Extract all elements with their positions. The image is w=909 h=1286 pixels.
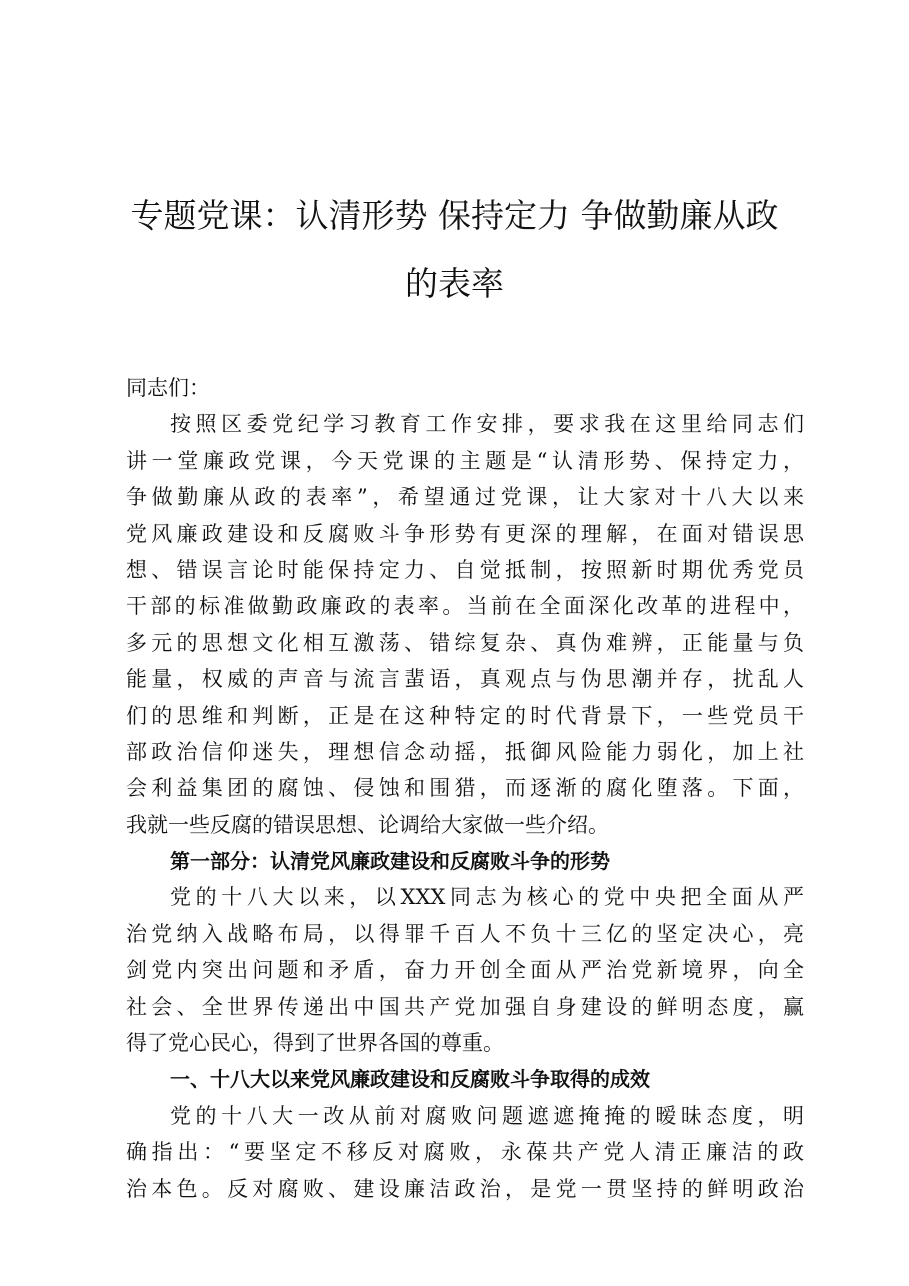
paragraph-line: 们的思维和判断，正是在这种特定的时代背景下，一些党员干 bbox=[126, 703, 804, 728]
document-title-line-2: 的表率 bbox=[405, 264, 504, 303]
paragraph-line: 确指出：“要坚定不移反对腐败，永葆共产党人清正廉洁的政 bbox=[126, 1140, 804, 1165]
paragraph-line: 党的十八大一改从前对腐败问题遮遮掩掩的暧昧态度，明 bbox=[170, 1103, 804, 1128]
paragraph-line: 讲一堂廉政党课，今天党课的主题是“认清形势、保持定力， bbox=[126, 448, 804, 473]
paragraph-line: 治本色。反对腐败、建设廉洁政治，是党一贯坚持的鲜明政治 bbox=[126, 1176, 804, 1201]
paragraph-line: 剑党内突出问题和矛盾，奋力开创全面从严治党新境界，向全 bbox=[126, 958, 804, 983]
paragraph-line: 社会、全世界传递出中国共产党加强自身建设的鲜明态度，赢 bbox=[126, 994, 804, 1019]
paragraph-line: 部政治信仰迷失，理想信念动摇，抵御风险能力弱化，加上社 bbox=[126, 739, 804, 764]
paragraph-line: 多元的思想文化相互激荡、错综复杂、真伪难辨，正能量与负 bbox=[126, 630, 804, 655]
paragraph-line: 干部的标准做勤政廉政的表率。当前在全面深化改革的进程中， bbox=[126, 594, 804, 619]
paragraph-line: 我就一些反腐的错误思想、论调给大家做一些介绍。 bbox=[126, 812, 609, 837]
paragraph-line: 治党纳入战略布局，以得罪千百人不负十三亿的坚定决心，亮 bbox=[126, 921, 804, 946]
paragraph-line: 得了党心民心，得到了世界各国的尊重。 bbox=[126, 1031, 504, 1056]
document-body bbox=[126, 370, 804, 1207]
paragraph-line: 争做勤廉从政的表率”，希望通过党课，让大家对十八大以来 bbox=[126, 485, 804, 510]
section-heading: 第一部分：认清党风廉政建设和反腐败斗争的形势 bbox=[170, 849, 610, 874]
greeting: 同志们： bbox=[126, 376, 210, 400]
paragraph-line: 想、错误言论时能保持定力、自觉抵制，按照新时期优秀党员 bbox=[126, 557, 804, 582]
document-title-line-1: 专题党课：认清形势 保持定力 争做勤廉从政 bbox=[130, 196, 779, 235]
paragraph-line: 党的十八大以来，以XXX同志为核心的党中央把全面从严 bbox=[170, 885, 804, 910]
paragraph-line: 按照区委党纪学习教育工作安排，要求我在这里给同志们 bbox=[170, 412, 804, 437]
subsection-heading: 一、十八大以来党风廉政建设和反腐败斗争取得的成效 bbox=[170, 1067, 650, 1092]
paragraph-line: 会利益集团的腐蚀、侵蚀和围猎，而逐渐的腐化堕落。下面， bbox=[126, 776, 804, 801]
paragraph-line: 党风廉政建设和反腐败斗争形势有更深的理解，在面对错误思 bbox=[126, 521, 804, 546]
paragraph-line: 能量，权威的声音与流言蜚语，真观点与伪思潮并存，扰乱人 bbox=[126, 667, 804, 692]
